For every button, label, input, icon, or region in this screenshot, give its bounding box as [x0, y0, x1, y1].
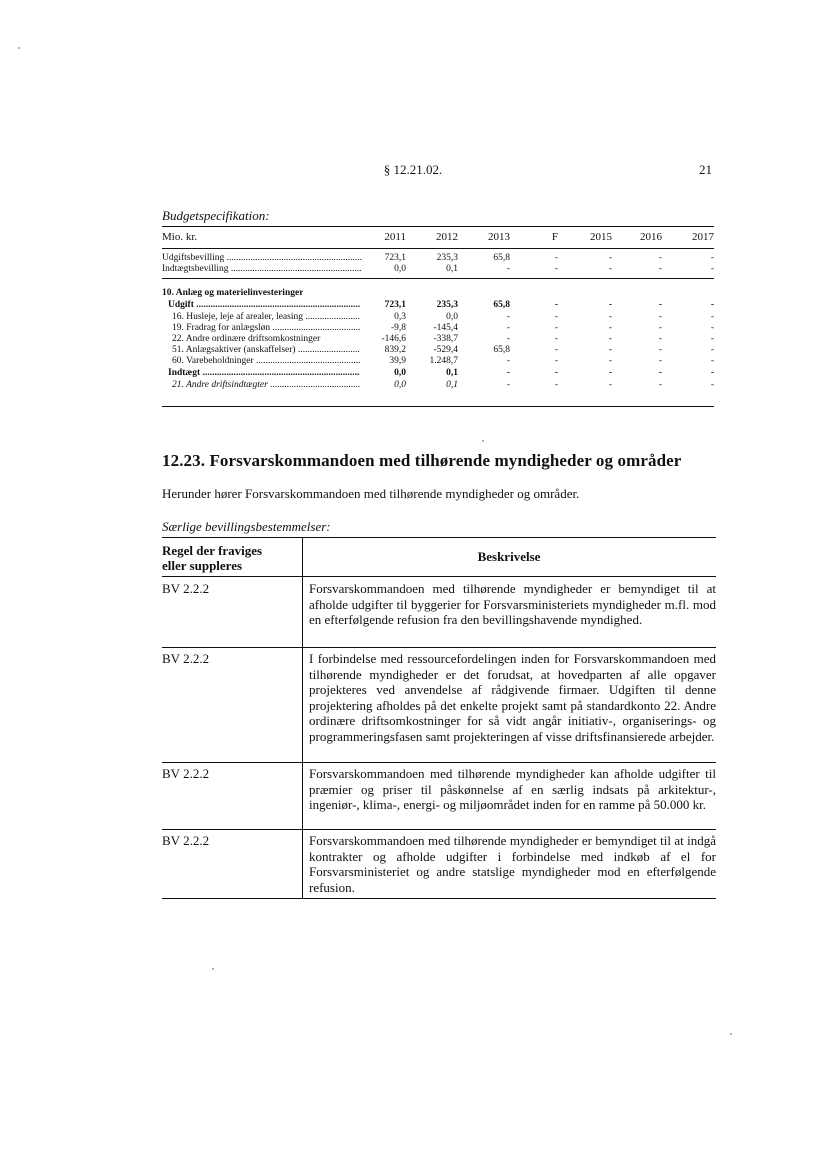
cell: - — [506, 356, 510, 366]
cell: 0,0 — [394, 380, 406, 390]
column-header: 2013 — [488, 231, 510, 243]
row-label: 22. Andre ordinære driftsomkostninger — [172, 334, 321, 344]
cell: - — [608, 323, 612, 333]
row-label: 19. Fradrag for anlægsløn ..... — [172, 323, 360, 334]
cell: - — [658, 334, 662, 344]
cell: - — [506, 368, 510, 378]
cell: 0,0 — [446, 312, 458, 322]
unit-label: Mio. kr. — [162, 231, 198, 243]
cell: 235,3 — [436, 253, 458, 263]
cell: 65,8 — [493, 345, 510, 355]
cell: - — [608, 312, 612, 322]
header-left-line: Regel der fraviges — [162, 543, 263, 558]
cell: - — [710, 323, 714, 333]
table-row — [162, 312, 714, 323]
row-label: Udgiftsbevilling ..... — [162, 253, 362, 264]
cell: - — [608, 380, 612, 390]
cell: - — [608, 334, 612, 344]
rules-title: Særlige bevillingsbestemmelser: — [162, 519, 331, 534]
section-intro: Herunder hører Forsvarskommandoen med tilhørende myndigheder og områder. — [162, 486, 580, 501]
cell: 65,8 — [493, 300, 510, 310]
row-label: 16. Husleje, leje af arealer, leasing ..... — [172, 312, 360, 323]
description-cell: Forsvarskommandoen med tilhørende myndigheder kan afholde udgifter til præmier og priser til påskønnelse af en særlig indsats på arkitektur-, ingeniør-, klima-, energi- og miljøområdet inden for en ramme på 50.000 kr. — [309, 766, 716, 813]
cell: - — [554, 334, 558, 344]
cell: - — [710, 253, 714, 263]
cell: - — [608, 264, 612, 274]
cell: - — [658, 264, 662, 274]
page-number: 21 — [699, 162, 712, 177]
cell: - — [710, 300, 714, 310]
scan-speck — [482, 440, 484, 442]
cell: 0,0 — [394, 368, 406, 378]
cell: - — [554, 312, 558, 322]
row-label: 51. Anlægsaktiver (anskaffelser) ..... — [172, 345, 360, 356]
table-row — [162, 334, 714, 345]
rule-cell: BV 2.2.2 — [162, 651, 210, 666]
column-header: 2011 — [384, 231, 406, 243]
description-cell: Forsvarskommandoen med tilhørende myndigheder er bemyndiget til at indgå kontrakter og afholde udgifter i forbindelse med indkøb af el for Forsvarsministeriet og andre statslige myndigheder mod en efterfølgende refusion. — [309, 833, 716, 895]
cell: 0,3 — [394, 312, 406, 322]
rule-cell: BV 2.2.2 — [162, 766, 210, 781]
cell: -338,7 — [433, 334, 458, 344]
cell: - — [658, 312, 662, 322]
cell: - — [554, 380, 558, 390]
cell: - — [554, 323, 558, 333]
cell: - — [608, 345, 612, 355]
cell: 1.248,7 — [429, 356, 458, 366]
scan-speck — [18, 47, 20, 49]
cell: -146,6 — [381, 334, 406, 344]
table-row — [162, 323, 714, 334]
cell: 65,8 — [493, 253, 510, 263]
cell: - — [658, 323, 662, 333]
table-row — [162, 264, 714, 275]
column-header: 2012 — [436, 231, 458, 243]
cell: - — [506, 264, 510, 274]
cell: - — [554, 253, 558, 263]
cell: - — [554, 356, 558, 366]
cell: - — [506, 312, 510, 322]
cell: - — [554, 264, 558, 274]
table-row — [162, 356, 714, 367]
row-label: 60. Varebeholdninger ..... — [172, 356, 360, 367]
table-row — [162, 368, 714, 379]
cell: 723,1 — [384, 253, 406, 263]
cell: - — [710, 312, 714, 322]
cell: - — [554, 300, 558, 310]
cell: 0,1 — [446, 368, 458, 378]
cell: - — [506, 323, 510, 333]
cell: 0,1 — [446, 264, 458, 274]
cell: - — [608, 356, 612, 366]
cell: - — [710, 356, 714, 366]
table-row — [162, 300, 714, 311]
table-row — [162, 253, 714, 264]
cell: - — [710, 368, 714, 378]
cell: - — [658, 356, 662, 366]
budget-header-row — [162, 230, 714, 244]
group-heading — [162, 288, 714, 299]
cell: - — [658, 380, 662, 390]
cell: 0,0 — [394, 264, 406, 274]
cell: - — [658, 253, 662, 263]
column-header: 2017 — [692, 231, 714, 243]
cell: - — [506, 380, 510, 390]
row-label: 21. Andre driftsindtægter ..... — [172, 380, 360, 391]
cell: - — [608, 300, 612, 310]
section-reference: § 12.21.02. — [383, 162, 443, 177]
cell: -529,4 — [433, 345, 458, 355]
cell: - — [710, 264, 714, 274]
row-label: Indtægt ..... — [168, 368, 360, 379]
rules-header-right: Beskrivelse — [477, 549, 541, 564]
cell: - — [658, 368, 662, 378]
cell: - — [658, 300, 662, 310]
cell: -9,8 — [390, 323, 406, 333]
cell: - — [608, 368, 612, 378]
column-header: 2016 — [640, 231, 662, 243]
rule-cell: BV 2.2.2 — [162, 833, 210, 848]
cell: - — [710, 334, 714, 344]
column-header: F — [551, 231, 558, 243]
description-cell: I forbindelse med ressourcefordelingen inden for Forsvarskommandoen med tilhørende myndigheder er det forudsat, at hovedparten af alle opgaver projekteres ved anvendelse af rådgivende firmaer. Udgiften til denne projektering afholdes på det enkelte projekt samt på standardkonto 22. Andre ordinære driftsomkostninger for så vidt angår initiativ-, organiserings- og programmeringsfasen samt projekteringen af visse driftsfinansierede arbejder. — [309, 651, 716, 744]
cell: 39,9 — [389, 356, 406, 366]
cell: - — [658, 345, 662, 355]
cell: - — [710, 380, 714, 390]
description-cell: Forsvarskommandoen med tilhørende myndigheder er bemyndiget til at afholde udgifter til byggerier for Forsvarsministeriets myndigheder m.fl. mod en efterfølgende refusion fra den bevillingshavende myndighed. — [309, 581, 716, 628]
cell: 723,1 — [384, 300, 406, 310]
table-row — [162, 380, 714, 391]
cell: - — [506, 334, 510, 344]
section-title: 12.23. Forsvarskommandoen med tilhørende myndigheder og områder — [162, 451, 682, 470]
cell: - — [554, 345, 558, 355]
cell: - — [710, 345, 714, 355]
cell: - — [608, 253, 612, 263]
header-left-line: eller suppleres — [162, 558, 243, 573]
group-heading-label: 10. Anlæg og materielinvesteringer — [162, 288, 304, 298]
cell: 839,2 — [384, 345, 406, 355]
row-label: Indtægtsbevilling ..... — [162, 264, 362, 275]
column-header: 2015 — [590, 231, 612, 243]
cell: - — [554, 368, 558, 378]
row-label: Udgift ..... — [168, 300, 360, 311]
rules-header-left — [162, 543, 298, 573]
scan-speck — [212, 968, 214, 970]
cell: 0,1 — [446, 380, 458, 390]
cell: 235,3 — [436, 300, 458, 310]
scan-speck — [730, 1033, 732, 1035]
rule-cell: BV 2.2.2 — [162, 581, 210, 596]
table-row — [162, 345, 714, 356]
budget-title: Budgetspecifikation: — [162, 208, 270, 223]
cell: -145,4 — [433, 323, 458, 333]
